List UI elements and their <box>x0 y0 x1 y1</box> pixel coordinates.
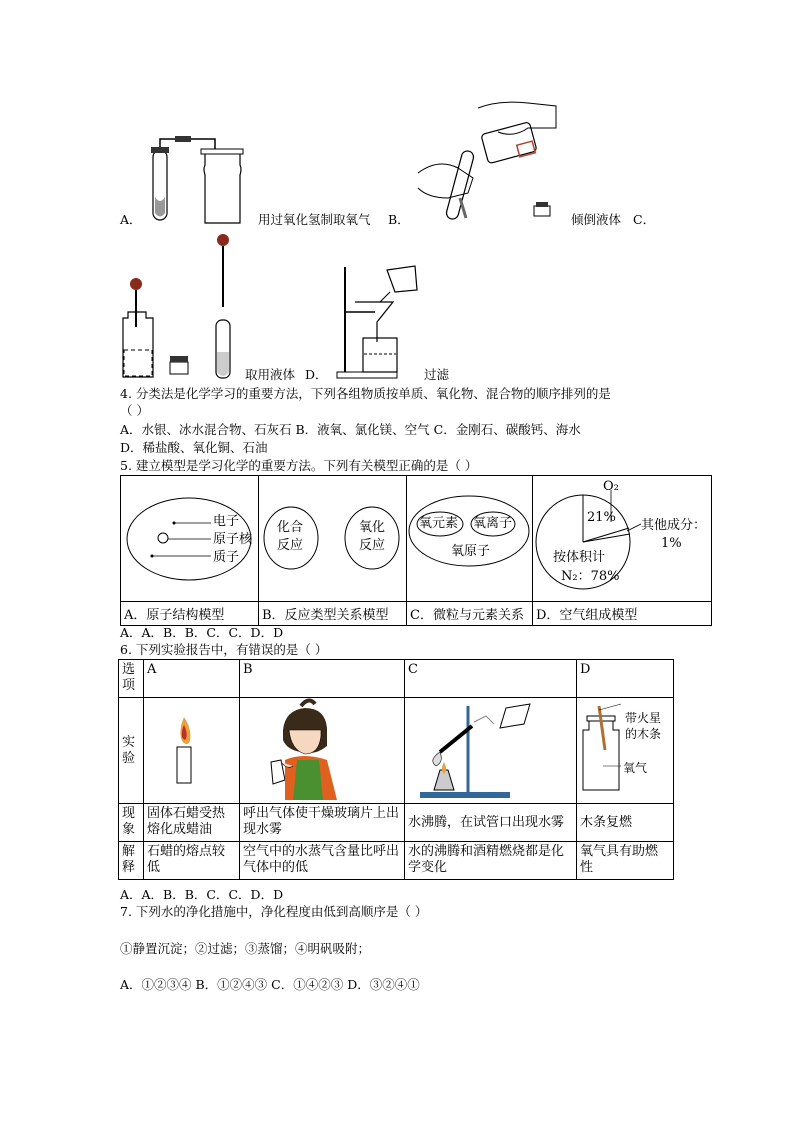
atom-model-cell <box>121 476 259 602</box>
q4-paren: （ ） <box>120 403 149 418</box>
q6-header-c: C <box>405 660 577 698</box>
caption-particle-model: C．微粒与元素关系 <box>407 602 533 626</box>
girl-breathing-illustration <box>245 700 395 802</box>
filtration-illustration <box>335 262 425 380</box>
q6-report-table <box>118 659 674 880</box>
q6-header-a: A <box>144 660 240 698</box>
air-pie-diagram <box>533 476 711 601</box>
q6-header-b: B <box>240 660 405 698</box>
q6-expl-b: 空气中的水蒸气含量比呼出气体中的低 <box>240 842 405 880</box>
q6-stem: 6. 下列实验报告中，有错误的是（ ） <box>120 642 328 657</box>
caption-reaction-model: B．反应类型关系模型 <box>259 602 407 626</box>
q3-c-prefix: C． <box>633 212 656 227</box>
q6-exp-a-cell <box>144 698 240 804</box>
particle-model-diagram <box>407 476 532 601</box>
q6-options: A．A．B．B．C．C．D．D <box>120 887 284 902</box>
q5-model-table <box>120 475 712 626</box>
q3-c-text: 取用液体 <box>245 367 296 382</box>
q3-b-prefix: B． <box>388 212 410 227</box>
q6-row-phenomenon: 现象 <box>119 804 144 842</box>
pour-liquid-illustration <box>418 98 558 222</box>
q3-b-text: 倾倒液体 <box>571 212 622 227</box>
h2o2-apparatus-illustration <box>145 135 245 227</box>
q7-options: A．①②③④ B．①②④③ C．①④②③ D．③②④① <box>120 977 420 992</box>
caption-atom-model: A．原子结构模型 <box>121 602 259 626</box>
reaction-label-oxidation-1: 氧化 <box>359 520 386 535</box>
q4-options-line1: A．水银、冰水混合物、石灰石 B．液氧、氯化镁、空气 C．金刚石、碳酸钙、海水 <box>120 422 581 437</box>
air-o2-label: O₂ <box>603 479 619 494</box>
q4-options-line2: D．稀盐酸、氧化铜、石油 <box>120 440 268 455</box>
air-other-label: 其他成分： <box>641 518 707 533</box>
q3-d-prefix: D． <box>305 367 328 382</box>
oxygen-jar-illustration <box>579 706 629 796</box>
q7-steps: ①静置沉淀；②过滤；③蒸馏；④明矾吸附； <box>120 941 371 956</box>
q6-header-d: D <box>577 660 674 698</box>
particle-label-atom: 氧原子 <box>451 544 491 559</box>
atom-label-proton: 质子 <box>213 550 240 565</box>
q6-expl-d: 氧气具有助燃性 <box>577 842 674 880</box>
air-o2-percent: 21% <box>587 510 616 525</box>
q6-expl-a: 石蜡的熔点较低 <box>144 842 240 880</box>
atom-label-electron: 电子 <box>213 514 240 529</box>
q6-row-explanation: 解释 <box>119 842 144 880</box>
reaction-model-cell <box>259 476 407 602</box>
q3-d-text: 过滤 <box>424 367 450 382</box>
q3-a-text: 用过氧化氢制取氧气 <box>258 212 371 227</box>
dropper-illustration <box>118 232 238 382</box>
d-label-splint: 的木条 <box>625 727 662 741</box>
particle-label-element: 氧元素 <box>419 516 459 531</box>
q6-exp-b-cell <box>240 698 405 804</box>
air-other-percent: 1% <box>661 536 682 551</box>
air-model-cell <box>533 476 712 602</box>
q7-stem: 7. 下列水的净化措施中，净化程度由低到高顺序是（ ） <box>120 904 428 919</box>
q6-exp-d-cell <box>577 698 674 804</box>
reaction-label-oxidation-2: 反应 <box>359 538 386 553</box>
q6-header-option: 选项 <box>119 660 144 698</box>
particle-model-cell <box>407 476 533 602</box>
q6-phen-d: 木条复燃 <box>577 804 674 842</box>
boiling-water-illustration <box>410 700 570 802</box>
q6-row-experiment: 实验 <box>119 698 144 804</box>
q6-phen-b: 呼出气体使干燥玻璃片上出现水雾 <box>240 804 405 842</box>
d-label-glowing: 带火星 <box>625 711 662 725</box>
atom-label-nucleus: 原子核 <box>213 532 253 547</box>
q4-stem: 4. 分类法是化学学习的重要方法，下列各组物质按单质、氧化物、混合物的顺序排列的是 <box>120 386 611 401</box>
candle-illustration <box>172 713 202 788</box>
q5-options: A．A．B．B．C．C．D．D <box>120 625 284 640</box>
q3-a-prefix: A． <box>120 212 142 227</box>
q6-exp-c-cell <box>405 698 577 804</box>
reaction-label-combination-1: 化合 <box>277 520 304 535</box>
d-label-oxygen: 氧气 <box>623 761 648 775</box>
q6-phen-c: 水沸腾，在试管口出现水雾 <box>405 804 577 842</box>
q6-phen-a: 固体石蜡受热熔化成蜡油 <box>144 804 240 842</box>
air-basis-label: 按体积计 <box>553 550 606 565</box>
q5-stem: 5. 建立模型是学习化学的重要方法。下列有关模型正确的是（ ） <box>120 458 478 473</box>
caption-air-model: D．空气组成模型 <box>533 602 712 626</box>
particle-label-ion: 氧离子 <box>473 516 513 531</box>
reaction-label-combination-2: 反应 <box>277 538 304 553</box>
q6-expl-c: 水的沸腾和酒精燃烧都是化学变化 <box>405 842 577 880</box>
air-n2-label: N₂：78% <box>561 569 620 584</box>
